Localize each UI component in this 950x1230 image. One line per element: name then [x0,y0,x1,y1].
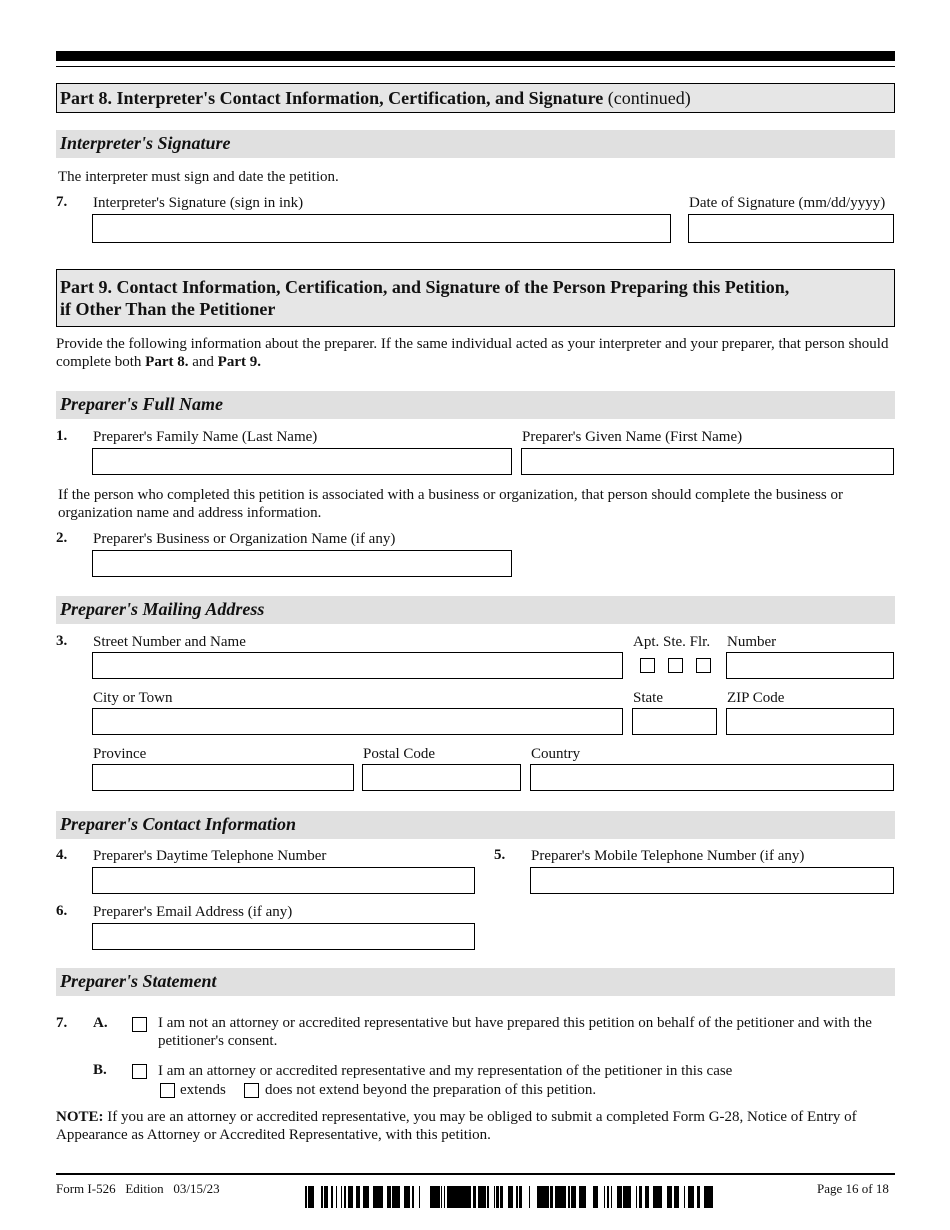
page-number: Page 16 of 18 [817,1181,889,1196]
state-select[interactable] [632,708,717,735]
part8-continued: (continued) [603,88,691,108]
option-b-letter: B. [93,1062,107,1078]
item-number: 3. [56,633,68,649]
interpreter-date-field[interactable] [688,214,894,243]
option-a-letter: A. [93,1015,108,1031]
note-text: If you are an attorney or accredited representative, you may be obliged to submit a completed Form G-28, Notice of Entry of Appearance as Attorney or Accredited Representative, with this petition. [56,1109,857,1143]
preparer-contact-section [56,811,895,839]
number-label: Number [727,634,777,650]
daytime-phone-field[interactable] [92,867,475,894]
option-b-text: I am an attorney or accredited representative and my representation of the petitioner in this case [158,1063,733,1079]
business-name-label: Preparer's Business or Organization Name (if any) [93,531,396,547]
preparer-mailing-address-section [56,596,895,624]
state-label: State [633,690,663,706]
not-extend-checkbox[interactable] [244,1083,259,1098]
intro-and: and [188,354,218,370]
extends-label: extends [180,1082,226,1098]
preparer-statement-section [56,968,895,996]
mobile-phone-field[interactable] [530,867,894,894]
footer-rule [56,1173,895,1175]
barcode [305,1186,713,1208]
postal-code-field[interactable] [362,764,521,791]
country-field[interactable] [530,764,894,791]
part9-title-line1: Part 9. Contact Information, Certification, and Signature of the Person Preparing this Petition, [60,277,790,297]
interpreter-signature-label: Interpreter's Signature (sign in ink) [93,195,304,211]
apt-checkbox[interactable] [640,658,655,673]
mobile-phone-label: Preparer's Mobile Telephone Number (if any) [531,848,805,864]
interpreter-instruction: The interpreter must sign and date the petition. [58,169,339,185]
postal-code-label: Postal Code [363,746,436,762]
section-title: Preparer's Mailing Address [60,599,265,619]
item-number: 7. [56,194,68,210]
family-name-field[interactable] [92,448,512,475]
section-title: Interpreter's Signature [60,133,231,153]
part8-header [56,83,895,113]
option-a-checkbox[interactable] [132,1017,147,1032]
city-label: City or Town [93,690,173,706]
item-number: 2. [56,530,68,546]
interpreter-signature-field[interactable] [92,214,671,243]
province-label: Province [93,746,147,762]
family-name-label: Preparer's Family Name (Last Name) [93,429,318,445]
part8-title: Part 8. Interpreter's Contact Information, Certification, and Signature [60,88,604,108]
given-name-field[interactable] [521,448,894,475]
extends-checkbox[interactable] [160,1083,175,1098]
daytime-phone-label: Preparer's Daytime Telephone Number [93,848,327,864]
country-label: Country [531,746,581,762]
flr-checkbox[interactable] [696,658,711,673]
preparer-full-name-section [56,391,895,419]
part9-intro [56,335,894,371]
apt-ste-flr-label: Apt. Ste. Flr. [633,634,711,650]
form-edition: Form I-526 Edition 03/15/23 [56,1181,220,1196]
given-name-label: Preparer's Given Name (First Name) [522,429,743,445]
section-title: Preparer's Statement [60,971,217,991]
item-number: 7. [56,1015,68,1031]
option-a-text: I am not an attorney or accredited representative but have prepared this petition on behalf of the petitioner and with the petitioner's consent. [158,1015,872,1049]
top-thin-rule [56,66,895,67]
top-thick-rule [56,51,895,61]
section-title: Preparer's Full Name [60,394,224,414]
email-label: Preparer's Email Address (if any) [93,904,293,920]
part9-title-line2: if Other Than the Petitioner [60,299,276,319]
business-note: If the person who completed this petition is associated with a business or organization, that person should complete the business or organization name and address information. [58,487,843,521]
interpreter-date-label: Date of Signature (mm/dd/yyyy) [689,195,886,211]
note-label: NOTE: [56,1109,104,1125]
email-field[interactable] [92,923,475,950]
interpreter-signature-section [56,130,895,158]
apt-number-field[interactable] [726,652,894,679]
item-number: 4. [56,847,68,863]
part9-header [56,269,895,327]
item-number: 1. [56,428,68,444]
intro-part9: Part 9. [217,354,261,370]
item-number: 6. [56,903,68,919]
zip-label: ZIP Code [727,690,785,706]
intro-text: Provide the following information about the preparer. If the same individual acted as your interpreter and your preparer, that person should complete both [56,336,889,370]
business-name-field[interactable] [92,550,512,577]
ste-checkbox[interactable] [668,658,683,673]
option-b-checkbox[interactable] [132,1064,147,1079]
street-field[interactable] [92,652,623,679]
section-title: Preparer's Contact Information [60,814,297,834]
street-label: Street Number and Name [93,634,246,650]
city-field[interactable] [92,708,623,735]
province-field[interactable] [92,764,354,791]
item-number: 5. [494,847,506,863]
intro-part8: Part 8. [145,354,189,370]
not-extend-label: does not extend beyond the preparation of this petition. [265,1082,597,1098]
zip-field[interactable] [726,708,894,735]
note [56,1108,894,1144]
